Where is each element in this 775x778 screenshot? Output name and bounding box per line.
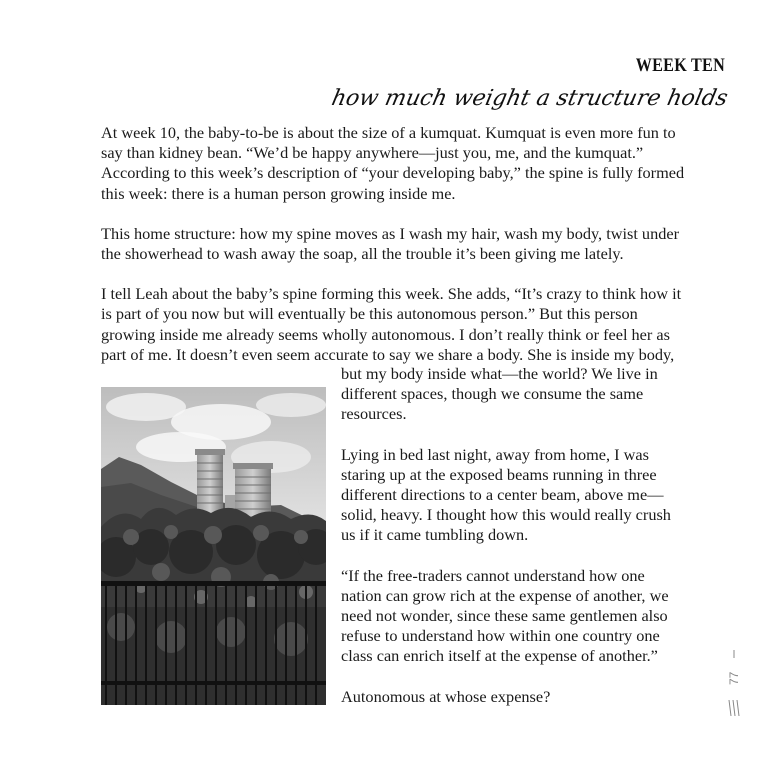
paragraph-kumquat: At week 10, the baby-to-be is about the size of a kumquat. Kumquat is even more fun to say than kidney bean. “We’d be happy anywhere—just you, me, and the kumquat.” According to this week’s description of “your developing baby,” the spine is fully formed this week: there is a human person growing inside me. [101,123,685,203]
chapter-subtitle: how much weight a structure holds [328,86,730,111]
body-text-column [341,364,686,707]
photo-illustration [101,387,326,705]
week-title: WEEK TEN [635,55,725,76]
paragraph-home-structure: This home structure: how my spine moves as I wash my hair, wash my body, twist under the showerhead to wash away the soap, all the trouble it’s been giving me lately. [101,223,679,264]
paragraph-quote: “If the free-traders cannot understand how one nation can grow rich at the expense of another, we need not wonder, since these same gentlemen also refuse to understand how within one country one class can enrich itself at the expense of another.” [341,565,669,666]
paragraph-expense: Autonomous at whose expense? [341,686,551,706]
body-text-full-width [101,123,691,365]
paragraph-world: but my body inside what—the world? We live in different spaces, though we consume the same resources. [341,364,658,424]
building-photo [101,387,326,705]
paragraph-leah: I tell Leah about the baby’s spine forming this week. She adds, “It’s crazy to think how it is part of you now but will eventually be this autonomous person.” But this person growing inside me already seems wholly autonomous. I don’t really think or feel her as part of me. It doesn’t even seem accurate to say we share a body. She is inside my body, [101,284,682,364]
paragraph-beams: Lying in bed last night, away from home, I was staring up at the exposed beams running in three different directions to a center beam, above me—solid, heavy. I thought how this would really crush us if it came tumbling down. [341,444,671,545]
page-number: 77 [727,671,741,685]
